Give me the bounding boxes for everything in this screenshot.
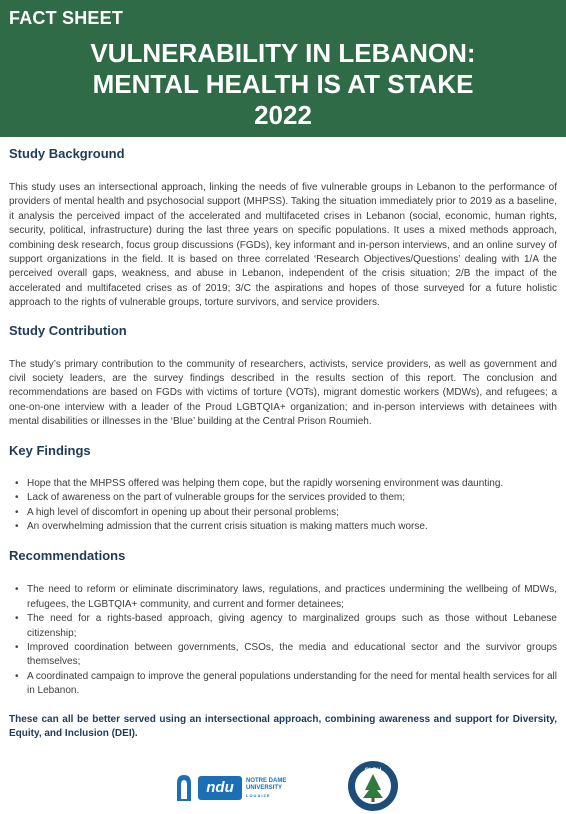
ndu-emblem-icon (172, 773, 196, 803)
background-text: This study uses an intersectional approach, linking the needs of five vulnerable groups in Lebanon to the performance of providers of mental health and psychosocial support (MHPSS). Taking the situation immediately prior to 2019 as a baseline, it analysis the perceived impact of the accelerated and multifaceted crises in Lebanon (social, economic, human rights, security, political, infrastructure) during the last three years on specific populations. It uses a mixed methods approach, combining desk research, focus group discussions (FGDs), key informant and in-person interviews, and an online survey of support organizations in the field. It is based on three correlated ‘Research Objectives/Questions’ dealing with 1/A the perceived overall gaps, weakness, and abuse in Lebanon, independent of the crisis situation; 2/B the impact of the accelerated and multifaceted crises as of 2019; 3/C the aspirations and hopes of those surveyed for a future holistic approach to the rights of vulnerable groups, torture survivors, and service providers. (9, 182, 557, 309)
page-title (0, 38, 566, 131)
list-item: • A coordinated campaign to improve the general populations understanding for the need for mental health services for all in Lebanon. (27, 670, 557, 699)
list-item: • A high level of discomfort in opening up about their personal problems; (27, 506, 557, 520)
contribution-heading: Study Contribution (9, 322, 127, 338)
ndu-logo (172, 771, 294, 805)
list-item: • Lack of awareness on the part of vulnerable groups for the services provided to them; (27, 491, 557, 505)
contribution-text: The study’s primary contribution to the community of researchers, activists, service providers, as well as government and civil society leaders, are the survey findings described in the results section of this report. The conclusion and recommendations are based on FGDs with victims of torture (VOTs), migrant domestic workers (MDWs), and refugees; a one-on-one interview with a leader of the Proud LGBTQIA+ organization; and in-person interviews with detainees with mental disabilities or illnesses in the ‘Blue’ building at the Central Prison Roumieh. (9, 358, 557, 428)
fact-sheet-label: FACT SHEET (9, 8, 124, 28)
main-content (9, 146, 557, 741)
list-item: • Hope that the MHPSS offered was helping them cope, but the rapidly worsening environment was daunting. (27, 477, 557, 491)
recommendations-heading: Recommendations (9, 548, 126, 564)
ndu-line-3: LOUAIZE (246, 792, 271, 798)
cldh-seal-icon (347, 760, 399, 812)
list-item: • Improved coordination between governments, CSOs, the media and educational sector and the survivor groups themselves; (27, 641, 557, 670)
ndu-university-name (246, 778, 286, 799)
background-heading: Study Background (9, 146, 125, 161)
title-line-1: VULNERABILITY IN LEBANON: (90, 38, 476, 68)
list-item: • The need for a rights-based approach, giving agency to marginalized groups such as those without Lebanese citizenship; (27, 612, 557, 641)
ndu-wordmark: ndu (198, 776, 242, 800)
list-item: • An overwhelming admission that the current crisis situation is making matters much worse. (27, 520, 557, 534)
ndu-line-2: UNIVERSITY (246, 784, 283, 791)
title-line-2: MENTAL HEALTH IS AT STAKE (92, 69, 474, 99)
findings-heading: Key Findings (9, 442, 91, 458)
ndu-line-1: NOTRE DAME (246, 777, 287, 784)
recommendations-list (9, 583, 557, 698)
header-banner (0, 0, 566, 137)
closing-statement: These can all be better served using an intersectional approach, combining awareness and support for Diversity, Equity, and Inclusion (DEI). (9, 713, 557, 739)
title-line-3: 2022 (254, 100, 312, 130)
list-item: • The need to reform or eliminate discriminatory laws, regulations, and practices undermining the wellbeing of MDWs, refugees, the LGBTQIA+ community, and current and former detainees; (27, 583, 557, 612)
cldh-label: CLDH (364, 768, 382, 774)
findings-list (9, 477, 557, 535)
